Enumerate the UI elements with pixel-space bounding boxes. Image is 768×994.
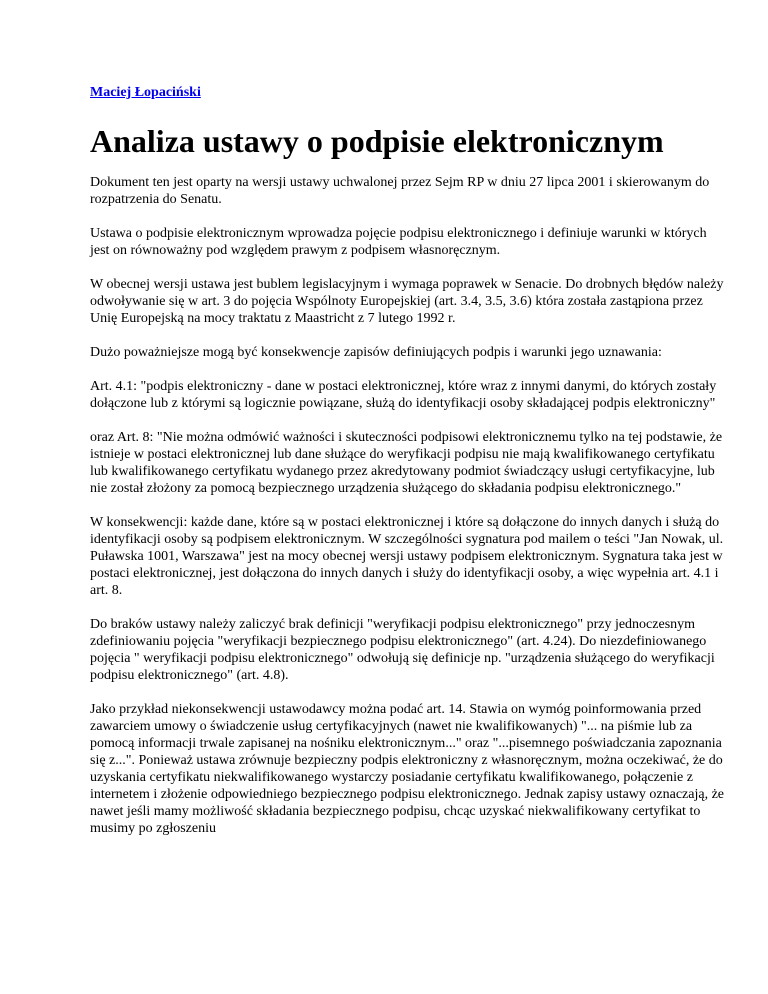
article-body — [90, 174, 728, 837]
paragraph: Dużo poważniejsze mogą być konsekwencje zapisów definiujących podpis i warunki jego uznawania: — [90, 345, 662, 360]
paragraph: oraz Art. 8: "Nie można odmówić ważności i skuteczności podpisowi elektronicznemu tylko na tej podstawie, że istnieje w postaci elektronicznej lub dane służące do weryfikacji podpisu nie mają kwalifikowanego certyfikatu lub kwalifikowanego certyfikatu wydanego przez akredytowany podmiot świadczący usługi certyfikacyjne, lub nie został złożony za pomocą bezpiecznego urządzenia służącego do składania podpisu elektronicznego." — [90, 430, 723, 496]
paragraph: Dokument ten jest oparty na wersji ustawy uchwalonej przez Sejm RP w dniu 27 lipca 2001 i skierowanym do rozpatrzenia do Senatu. — [90, 175, 710, 207]
paragraph: Do braków ustawy należy zaliczyć brak definicji "weryfikacji podpisu elektronicznego" przy jednoczesnym zdefiniowaniu pojęcia "weryfikacji bezpiecznego podpisu elektronicznego" (art. 4.24). Do niezdefiniowanego pojęcia " weryfikacji podpisu elektronicznego" odwołują się definicje np. "urządzenia służącego do weryfikacji podpisu elektronicznego" (art. 4.8). — [90, 617, 715, 683]
paragraph: Art. 4.1: "podpis elektroniczny - dane w postaci elektronicznej, które wraz z innymi danymi, do których zostały dołączone lub z którymi są logicznie powiązane, służą do identyfikacji osoby składającej podpis elektroniczny" — [90, 379, 717, 411]
paragraph: Jako przykład niekonsekwencji ustawodawcy można podać art. 14. Stawia on wymóg poinformowania przed zawarciem umowy o świadczenie usług certyfikacyjnych (nawet nie kwalifikowanych) "... na piśmie lub za pomocą informacji trwale zapisanej na nośniku elektronicznym..." oraz "...pisemnego poświadczania zapoznania się z...". Ponieważ ustawa zrównuje bezpieczny podpis elektroniczny z własnoręcznym, można oczekiwać, że do uzyskania certyfikatu niekwalifikowanego wystarczy posiadanie certyfikatu kwalifikowanego, połączenie z internetem i złożenie odpowiedniego bezpiecznego podpisu elektronicznego. Jednak zapisy ustawy oznaczają, że nawet jeśli mamy możliwość składania bezpiecznego podpisu, chcąc uzyskać niekwalifikowany certyfikat to musimy po zgłoszeniu — [90, 702, 725, 836]
page-title: Analiza ustawy o podpisie elektronicznym — [90, 123, 664, 159]
paragraph: Ustawa o podpisie elektronicznym wprowadza pojęcie podpisu elektronicznego i definiuje warunki w których jest on równoważny pod względem prawym z podpisem własnoręcznym. — [90, 226, 707, 258]
paragraph: W obecnej wersji ustawa jest bublem legislacyjnym i wymaga poprawek w Senacie. Do drobnych błędów należy odwoływanie się w art. 3 do pojęcia Wspólnoty Europejskiej (art. 3.4, 3.5, 3.6) która została zastąpiona przez Unię Europejską na mocy traktatu z Maastricht z 7 lutego 1992 r. — [90, 277, 724, 326]
author-link[interactable]: Maciej Łopaciński — [90, 85, 201, 100]
paragraph: W konsekwencji: każde dane, które są w postaci elektronicznej i które są dołączone do innych danych i służą do identyfikacji osoby są podpisem elektronicznym. W szczególności sygnatura pod mailem o teści "Jan Nowak, ul. Puławska 1001, Warszawa" jest na mocy obecnej wersji ustawy podpisem elektronicznym. Sygnatura taka jest w postaci elektronicznej, jest dołączona do innych danych i służy do identyfikacji osoby, a więc wypełnia art. 4.1 i art. 8. — [90, 515, 724, 598]
